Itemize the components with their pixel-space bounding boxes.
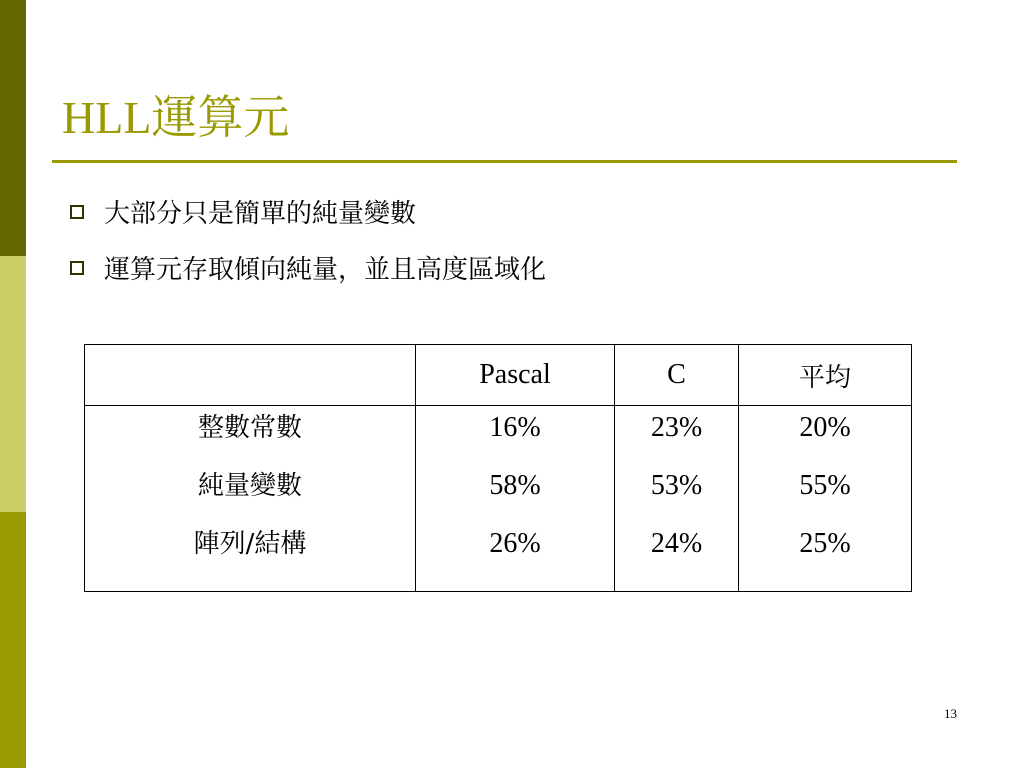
pascal-value: 16% <box>489 412 541 443</box>
table-body-row <box>85 406 912 592</box>
left-decorative-bar <box>0 0 26 768</box>
header-cell-c: C <box>615 345 739 406</box>
title-underline <box>52 160 957 163</box>
header-cell-pascal: Pascal <box>416 345 615 406</box>
c-value: 23% <box>650 412 703 443</box>
bullet-list <box>70 192 546 304</box>
bar-segment-light <box>0 256 26 512</box>
average-value: 55% <box>799 470 851 501</box>
table-header-row <box>85 345 912 406</box>
page-number: 13 <box>944 706 957 721</box>
pascal-value: 26% <box>489 528 541 559</box>
bullet-item <box>70 248 546 304</box>
bar-segment-dark <box>0 0 26 256</box>
pascal-value: 58% <box>489 470 541 501</box>
average-value: 20% <box>799 412 851 443</box>
c-value: 24% <box>650 528 703 559</box>
average-values-cell <box>739 406 912 592</box>
c-value: 53% <box>650 470 703 501</box>
row-label: 整數常數 <box>197 413 302 443</box>
row-label: 陣列/結構 <box>193 529 307 559</box>
row-labels-cell <box>85 406 416 592</box>
pascal-values-cell <box>416 406 615 592</box>
row-label: 純量變數 <box>197 471 302 501</box>
c-values-cell <box>615 406 739 592</box>
header-cell-average: 平均 <box>739 345 912 406</box>
bullet-text: 運算元存取傾向純量，並且高度區域化 <box>104 255 547 285</box>
operand-usage-table <box>84 344 912 592</box>
average-value: 25% <box>799 528 851 559</box>
square-bullet-icon <box>70 261 84 275</box>
slide-title: HLL運算元 <box>62 92 290 143</box>
square-bullet-icon <box>70 205 84 219</box>
bullet-text: 大部分只是簡單的純量變數 <box>104 199 417 229</box>
header-cell-empty <box>85 345 416 406</box>
bullet-item <box>70 192 546 248</box>
bar-segment-mid <box>0 512 26 768</box>
